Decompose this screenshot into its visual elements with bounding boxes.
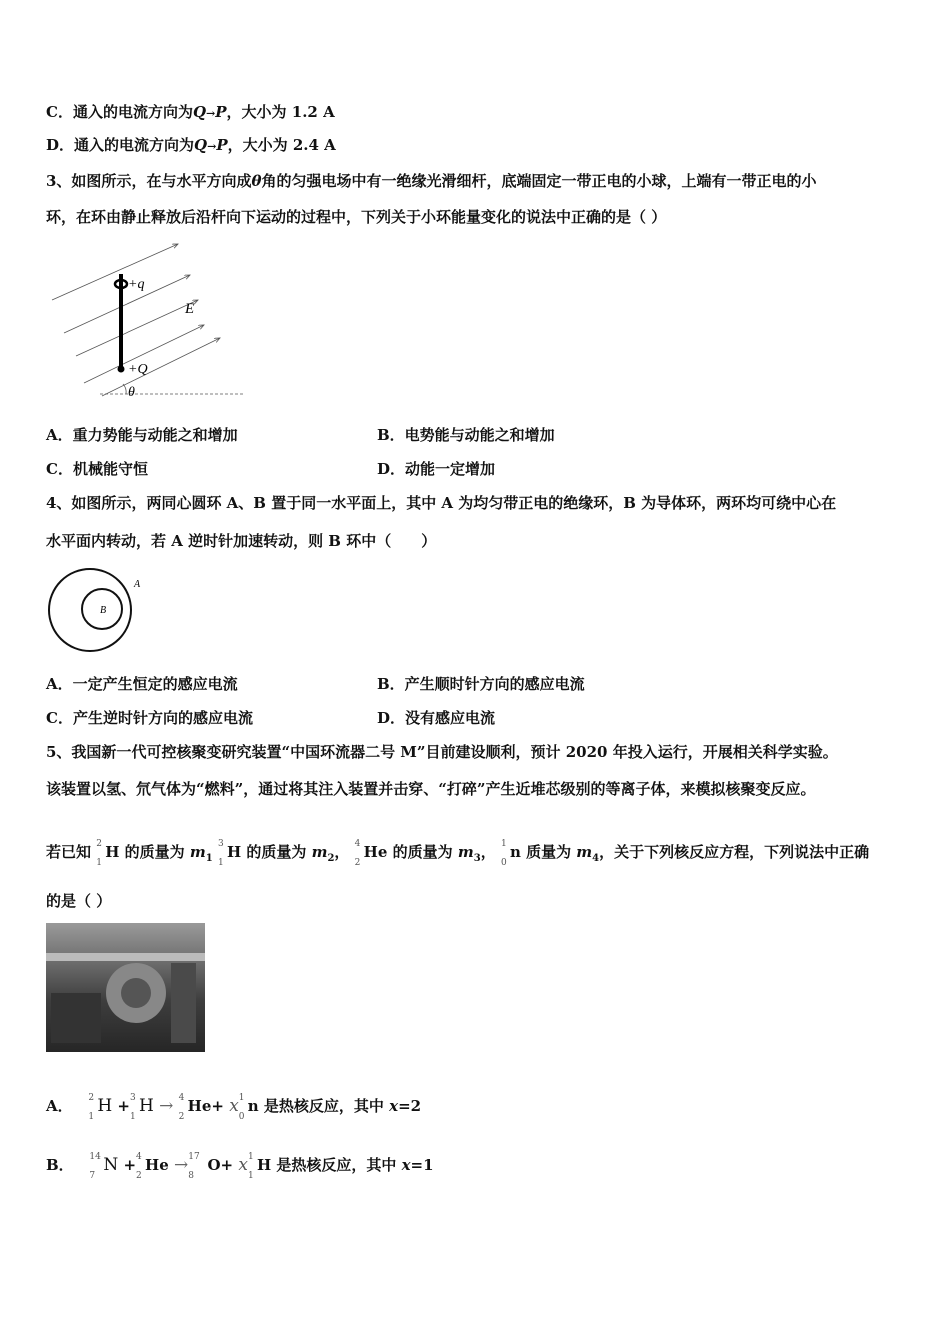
- ball-Q: [118, 366, 125, 373]
- q5-stem-line3: 若已知 2 1 H 的质量为 $m_1$ 3 1 H 的质量为 $m_2$， 4 2 He 的质量为 $m_3$， 1 0 n 质量为 $m_4$，关于下列核反应方程，下列说法中正确: [46, 839, 870, 868]
- q4-option-a: A．一定产生恒定的感应电流: [46, 675, 238, 693]
- q4-option-d: D．没有感应电流: [377, 709, 496, 727]
- label-B: B: [100, 605, 107, 616]
- q5-stem-line1: 5、我国新一代可控核聚变研究装置“中国环流器二号 M”目前建设顺利，预计 2020 年投入运行，开展相关科学实验。: [46, 743, 838, 761]
- q3-option-c: C．机械能守恒: [46, 460, 148, 478]
- label-q: +q: [128, 277, 145, 292]
- q2-option-c: C．通入的电流方向为Q→P，大小为 1.2 A: [46, 103, 335, 121]
- tokamak-device-photo: [46, 923, 205, 1052]
- q5-option-a: A． 2 1 H + 3 1 H → 4 2 He+ x 1 0 n 是热核反应，其中 x=2: [46, 1093, 422, 1122]
- label-Q: +Q: [128, 362, 148, 377]
- q3-stem-line2: 环，在环由静止释放后沿杆向下运动的过程中，下列关于小环能量变化的说法中正确的是（ ）: [46, 208, 667, 226]
- ring-A: [49, 569, 131, 651]
- q3-electric-field-figure: [50, 238, 250, 400]
- q4-concentric-rings-figure: [44, 565, 154, 655]
- q5-stem-line2: 该装置以氢、氘气体为“燃料”，通过将其注入装置并击穿、“打碎”产生近堆芯级别的等离子体，来模拟核聚变反应。: [46, 780, 816, 798]
- q4-stem-line2: 水平面内转动，若 A 逆时针加速转动，则 B 环中（ ）: [46, 532, 437, 550]
- q3-option-d: D．动能一定增加: [377, 460, 496, 478]
- q3-stem-line1: 3、如图所示，在与水平方向成θ角的匀强电场中有一绝缘光滑细杆，底端固定一带正电的小球，上端有一带正电的小: [46, 172, 817, 190]
- q3-option-a: A．重力势能与动能之和增加: [46, 426, 238, 444]
- field-line: [76, 300, 198, 356]
- q5-stem-line4: 的是（ ）: [46, 892, 112, 910]
- label-A: A: [134, 579, 141, 590]
- q4-option-b: B．产生顺时针方向的感应电流: [377, 675, 585, 693]
- label-theta: θ: [128, 385, 135, 400]
- q4-stem-line1: 4、如图所示，两同心圆环 A、B 置于同一水平面上，其中 A 为均匀带正电的绝缘环，B 为导体环，两环均可绕中心在: [46, 494, 837, 512]
- q5-option-b: B． 14 7 N + 4 2 He → 17 8 O+ x 1 1 H 是热核反应，其中 x=1: [46, 1152, 434, 1181]
- field-line: [52, 244, 178, 300]
- q4-option-c: C．产生逆时针方向的感应电流: [46, 709, 253, 727]
- q3-option-b: B．电势能与动能之和增加: [377, 426, 555, 444]
- q2-option-d: D．通入的电流方向为Q→P，大小为 2.4 A: [46, 136, 336, 154]
- label-E: E: [185, 301, 195, 317]
